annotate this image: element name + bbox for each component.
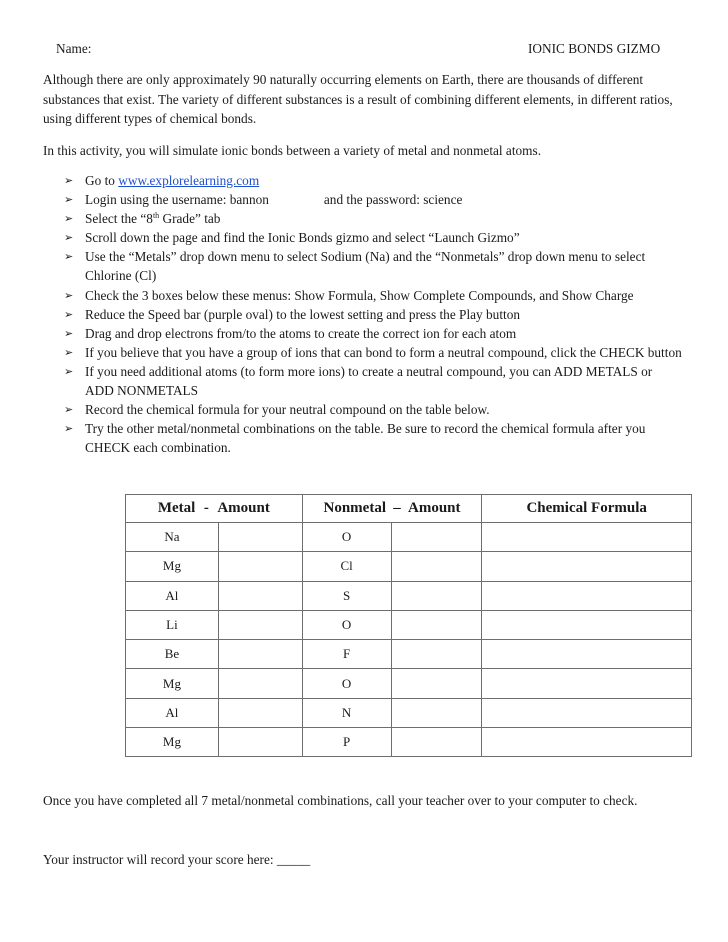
nonmetal-amount-cell[interactable]	[391, 698, 482, 727]
metal-amount-cell[interactable]	[218, 728, 302, 757]
nonmetal-amount-cell[interactable]	[391, 610, 482, 639]
step-text: Reduce the Speed bar (purple oval) to the lowest setting and press the Play button	[85, 306, 520, 322]
closing-sentence: Once you have completed all 7 metal/nonmetal combinations, call your teacher over to your computer to check.	[43, 793, 638, 808]
formula-cell[interactable]	[482, 640, 692, 669]
formula-cell[interactable]	[482, 552, 692, 581]
step-select-tab	[43, 209, 683, 228]
explorelearning-link[interactable]: www.explorelearning.com	[118, 173, 260, 188]
step-text: Grade” tab	[159, 211, 221, 227]
metal-amount-cell[interactable]	[218, 610, 302, 639]
name-label: Name:	[56, 41, 92, 56]
metal-cell: Mg	[126, 728, 219, 757]
header-separator: -	[203, 500, 209, 516]
step-text: Record the chemical formula for your neutral compound on the table below.	[85, 402, 490, 418]
step-text: If you believe that you have a group of ions that can bond to form a neutral compound, click the CHECK button	[85, 344, 682, 360]
score-line: Your instructor will record your score here: _____	[43, 852, 311, 867]
table-header-row	[126, 495, 692, 523]
formula-cell[interactable]	[482, 728, 692, 757]
nonmetal-amount-header	[302, 495, 482, 523]
step-text: Select the “8	[85, 211, 153, 227]
nonmetal-amount-cell[interactable]	[391, 523, 482, 552]
arrow-bullet-icon: ➢	[64, 345, 74, 359]
nonmetal-header-label: Nonmetal	[323, 500, 386, 516]
formula-cell[interactable]	[482, 581, 692, 610]
step-text-password: and the password: science	[323, 192, 463, 208]
step-drag-electrons	[43, 324, 683, 343]
nonmetal-cell: F	[302, 640, 391, 669]
step-select-elements	[43, 247, 683, 285]
table-row	[126, 610, 692, 639]
arrow-bullet-icon: ➢	[64, 307, 74, 321]
formula-cell[interactable]	[482, 669, 692, 698]
arrow-bullet-icon: ➢	[64, 364, 74, 378]
arrow-bullet-icon: ➢	[64, 403, 74, 417]
nonmetal-cell: O	[302, 523, 391, 552]
ordinal-superscript: th	[152, 211, 160, 221]
step-text: Try the other metal/nonmetal combinations on the table. Be sure to record the chemical formula after you CHECK each combination.	[85, 421, 646, 456]
step-text: Check the 3 boxes below these menus: Show Formula, Show Complete Compounds, and Show Charge	[85, 287, 634, 303]
nonmetal-cell: O	[302, 669, 391, 698]
step-check-boxes	[43, 286, 683, 305]
arrow-bullet-icon: ➢	[64, 231, 74, 245]
arrow-bullet-icon: ➢	[64, 422, 74, 436]
arrow-bullet-icon: ➢	[64, 212, 74, 226]
arrow-bullet-icon: ➢	[64, 174, 74, 187]
metal-amount-header	[126, 495, 303, 523]
step-text: If you need additional atoms (to form more ions) to create a neutral compound, you can ADD METALS or ADD NONMETALS	[85, 363, 653, 399]
metal-header-label: Metal	[157, 500, 196, 516]
metal-cell: Li	[126, 610, 219, 639]
step-text: Drag and drop electrons from/to the atoms to create the correct ion for each atom	[85, 325, 517, 341]
step-go-to-site	[43, 171, 683, 190]
amount-header-label: Amount	[408, 500, 461, 516]
metal-amount-cell[interactable]	[218, 523, 302, 552]
arrow-bullet-icon: ➢	[64, 250, 74, 264]
metal-cell: Al	[126, 698, 219, 727]
arrow-bullet-icon: ➢	[64, 193, 74, 207]
metal-amount-cell[interactable]	[218, 581, 302, 610]
table-row	[126, 552, 692, 581]
formula-cell[interactable]	[482, 698, 692, 727]
nonmetal-cell: S	[302, 581, 391, 610]
metal-amount-cell[interactable]	[218, 698, 302, 727]
metal-cell: Na	[126, 523, 219, 552]
metal-cell: Be	[126, 640, 219, 669]
nonmetal-cell: N	[302, 698, 391, 727]
arrow-bullet-icon: ➢	[64, 326, 74, 340]
nonmetal-amount-cell[interactable]	[391, 728, 482, 757]
arrow-bullet-icon: ➢	[64, 288, 74, 302]
step-check-button	[43, 343, 683, 362]
chemical-formula-header: Chemical Formula	[482, 495, 692, 523]
step-record-formula	[43, 400, 683, 419]
nonmetal-amount-cell[interactable]	[391, 552, 482, 581]
metal-amount-cell[interactable]	[218, 552, 302, 581]
combinations-table	[125, 494, 692, 757]
metal-amount-cell[interactable]	[218, 669, 302, 698]
nonmetal-amount-cell[interactable]	[391, 581, 482, 610]
table-row	[126, 669, 692, 698]
metal-amount-cell[interactable]	[218, 640, 302, 669]
table-row	[126, 728, 692, 757]
header-separator: –	[393, 500, 401, 516]
nonmetal-amount-cell[interactable]	[391, 669, 482, 698]
instruction-list	[43, 171, 683, 457]
table-row	[126, 640, 692, 669]
metal-cell: Mg	[126, 552, 219, 581]
nonmetal-cell: Cl	[302, 552, 391, 581]
formula-cell[interactable]	[482, 610, 692, 639]
table-row	[126, 698, 692, 727]
step-login	[43, 190, 683, 209]
worksheet-title: IONIC BONDS GIZMO	[528, 41, 661, 56]
step-try-others	[43, 419, 683, 457]
metal-cell: Al	[126, 581, 219, 610]
step-text: Use the “Metals” drop down menu to select Sodium (Na) and the “Nonmetals” drop down menu to select Chlorine (Cl)	[85, 249, 646, 284]
amount-header-label: Amount	[217, 500, 270, 516]
nonmetal-cell: P	[302, 728, 391, 757]
step-text: Go to	[85, 173, 119, 188]
formula-cell[interactable]	[482, 523, 692, 552]
step-text: Scroll down the page and find the Ionic Bonds gizmo and select “Launch Gizmo”	[85, 230, 520, 246]
step-launch-gizmo	[43, 228, 683, 247]
table-row	[126, 581, 692, 610]
metal-cell: Mg	[126, 669, 219, 698]
table-row	[126, 523, 692, 552]
nonmetal-cell: O	[302, 610, 391, 639]
intro-paragraph: Although there are only approximately 90 naturally occurring elements on Earth, there are thousands of different substances that exist. The variety of different substances is a result of combining different elements, in different ratios, using different types of chemical bonds.	[43, 72, 673, 126]
activity-sentence: In this activity, you will simulate ionic bonds between a variety of metal and nonmetal atoms.	[43, 143, 542, 158]
step-add-atoms	[43, 362, 683, 400]
nonmetal-amount-cell[interactable]	[391, 640, 482, 669]
step-speed-bar	[43, 305, 683, 324]
step-text-username: Login using the username: bannon	[85, 192, 269, 208]
